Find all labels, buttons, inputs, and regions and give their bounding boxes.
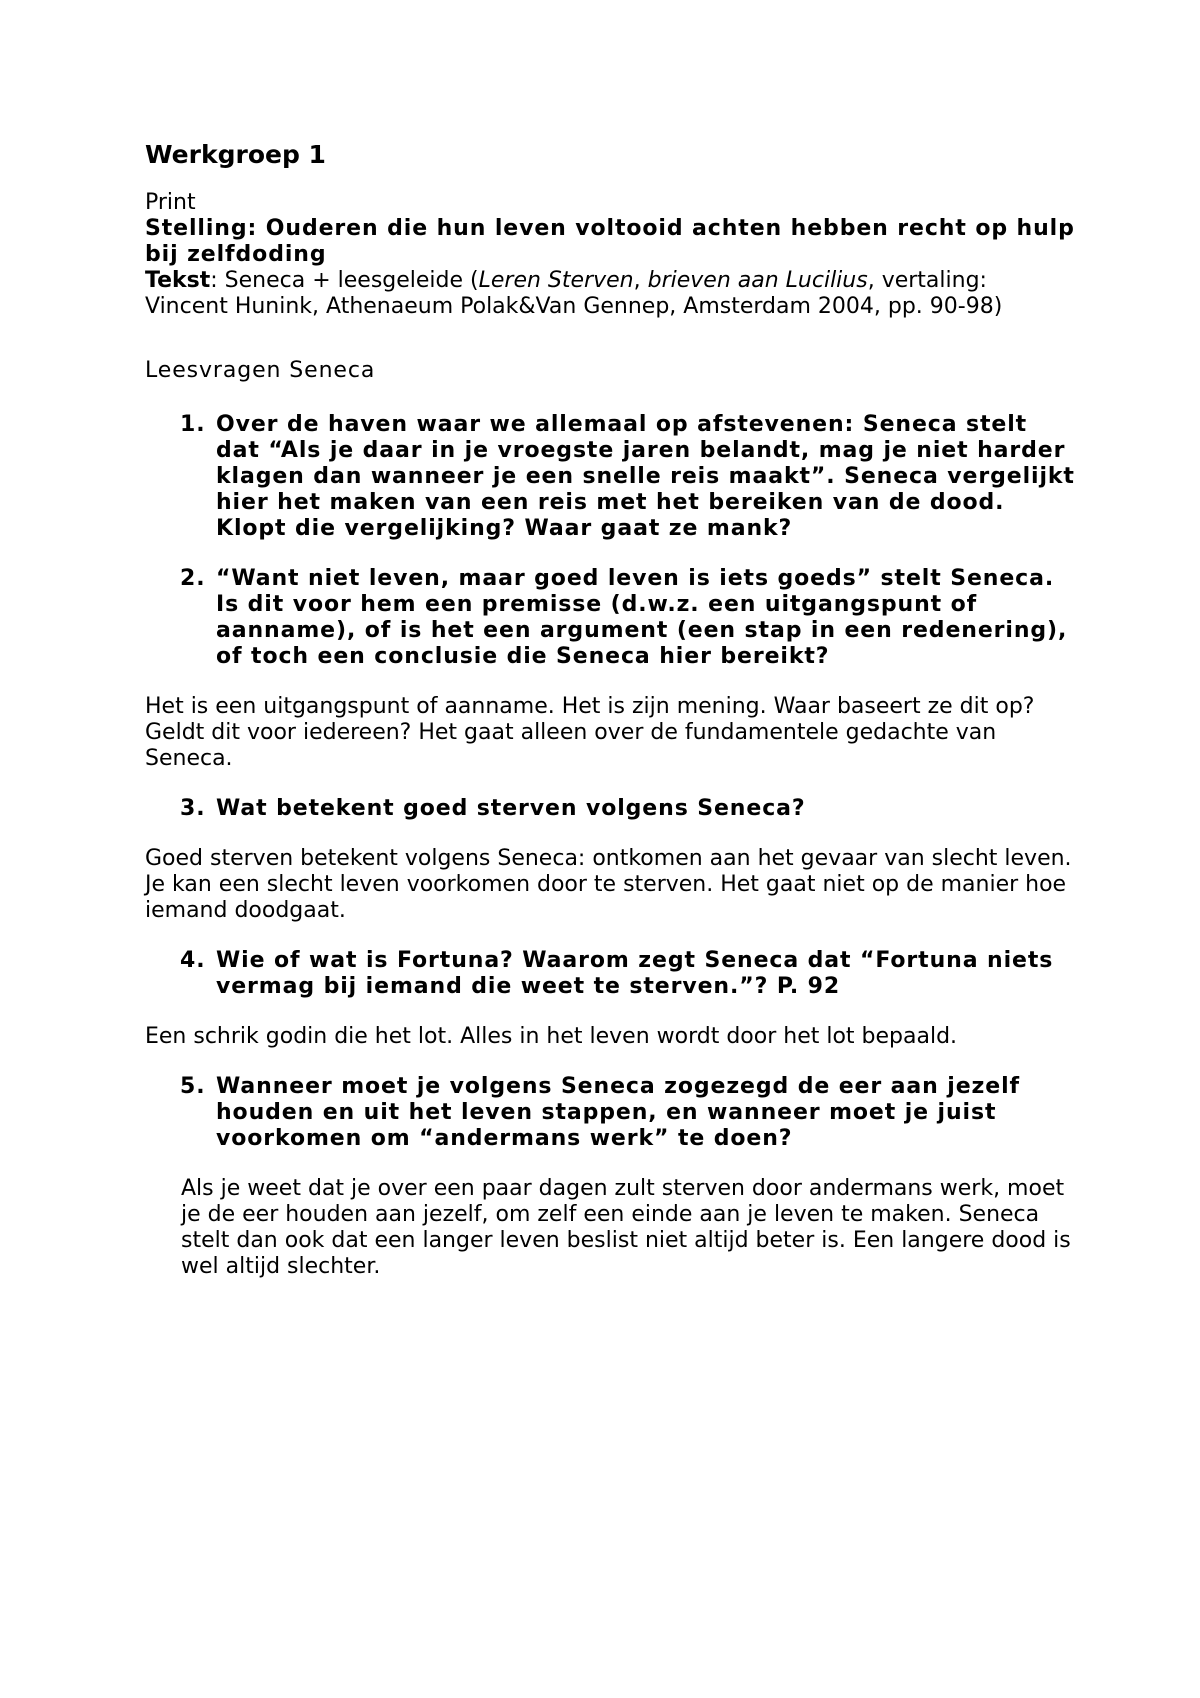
- question-3: [145, 796, 1075, 822]
- question-2: [145, 566, 1075, 670]
- answer-4: Een schrik godin die het lot. Alles in het leven wordt door het lot bepaald.: [145, 1024, 958, 1049]
- tekst-label: Tekst: [145, 268, 211, 293]
- tekst-part3: , vertaling: Vincent Hunink, Athenaeum Polak&Van Gennep, Amsterdam 2004, pp. 90-98): [145, 268, 1003, 319]
- question-text: Wanneer moet je volgens Seneca zogezegd de eer aan jezelf houden en uit het leven stappen, en wanneer moet je juist voorkomen om “andermans werk” te doen?: [216, 1074, 1020, 1151]
- answer-5: Als je weet dat je over een paar dagen zult sterven door andermans werk, moet je de eer houden aan jezelf, om zelf een einde aan je leven te maken. Seneca stelt dan ook dat een langer leven beslist niet altijd beter is. Een langere dood is wel altijd slechter.: [181, 1176, 1071, 1279]
- question-number: 4.: [180, 948, 206, 973]
- tekst-subtitle-italic: brieven aan Lucilius: [647, 268, 868, 293]
- question-5: [145, 1074, 1075, 1152]
- stelling: [145, 216, 1075, 268]
- question-text: Wie of wat is Fortuna? Waarom zegt Seneca dat “Fortuna niets vermag bij iemand die weet te sterven.”? P. 92: [216, 948, 1054, 999]
- question-4: [145, 948, 1075, 1000]
- answer-3: Goed sterven betekent volgens Seneca: ontkomen aan het gevaar van slecht leven. Je kan een slecht leven voorkomen door te sterven. Het gaat niet op de manier hoe iemand doodgaat.: [145, 846, 1072, 923]
- question-number: 3.: [180, 796, 206, 821]
- section-heading: Leesvragen Seneca: [145, 358, 376, 383]
- question-text: Wat betekent goed sterven volgens Seneca?: [216, 796, 806, 821]
- question-text: Over de haven waar we allemaal op afstevenen: Seneca stelt dat “Als je daar in je vroegste jaren belandt, mag je niet harder klagen dan wanneer je een snelle reis maakt”. Seneca vergelijkt hier het maken van een reis met het bereiken van de dood. Klopt die vergelijking? Waar gaat ze mank?: [216, 412, 1075, 541]
- answer-2: Het is een uitgangspunt of aanname. Het is zijn mening. Waar baseert ze dit op? Geldt dit voor iedereen? Het gaat alleen over de fundamentele gedachte van Seneca.: [145, 694, 1035, 771]
- question-1: [145, 412, 1075, 542]
- question-number: 5.: [180, 1074, 206, 1099]
- document-title: Werkgroep 1: [145, 140, 326, 169]
- question-text: “Want niet leven, maar goed leven is iets goeds” stelt Seneca. Is dit voor hem een premisse (d.w.z. een uitgangspunt of aanname), of is het een argument (een stap in een redenering), of toch een conclusie die Seneca hier bereikt?: [216, 566, 1068, 669]
- print-label: Print: [145, 190, 196, 215]
- question-number: 2.: [180, 566, 206, 591]
- tekst-part1: : Seneca + leesgeleide (: [210, 268, 479, 293]
- question-number: 1.: [180, 412, 206, 437]
- document-page: [145, 140, 1075, 1304]
- tekst-part2: ,: [633, 268, 648, 293]
- tekst-reference: [145, 268, 1075, 320]
- stelling-text: Ouderen die hun leven voltooid achten hebben recht op hulp bij zelfdoding: [145, 216, 1075, 267]
- stelling-label: Stelling:: [145, 216, 258, 241]
- tekst-title-italic: Leren Sterven: [478, 268, 634, 293]
